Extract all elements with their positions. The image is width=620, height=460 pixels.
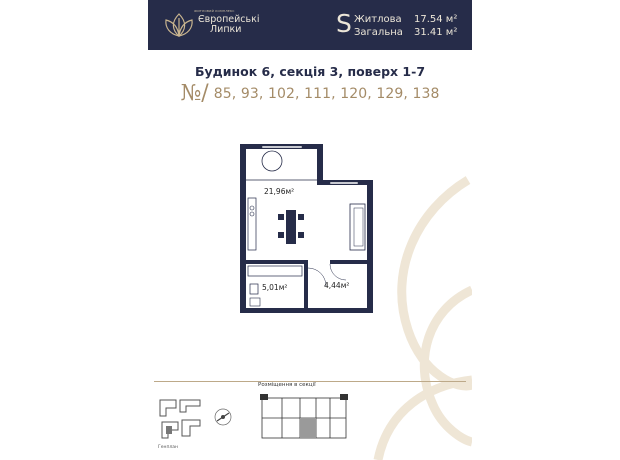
washbasin (250, 298, 260, 306)
toilet (250, 284, 258, 294)
apartment-floor-plan (230, 128, 470, 340)
compass-icon (210, 404, 236, 430)
section-location-label: Розміщення в секції (258, 382, 316, 388)
wall-bath-top (246, 260, 308, 264)
brand-line-1: Європейські (198, 14, 260, 25)
brand-line-2: Липки (210, 24, 242, 35)
floor-plan-sheet (148, 0, 472, 460)
wall-bath-right (304, 260, 308, 308)
wall-hall-top (330, 260, 367, 264)
section-mini-plan (260, 392, 348, 444)
total-area-value: 31.41 м² (414, 27, 458, 38)
header-bar (148, 0, 472, 50)
bathroom-area: 5,01м² (262, 283, 288, 292)
dining-table (286, 210, 296, 244)
apartment-number-list: 85, 93, 102, 111, 120, 129, 138 (213, 86, 440, 102)
bathtub (248, 266, 302, 276)
main-room-area: 21,96м² (264, 187, 295, 196)
wall-right (367, 180, 373, 312)
hall-area: 4,44м² (324, 281, 350, 290)
living-area-row (354, 14, 458, 25)
brand-tagline: ЖИТЛОВИЙ КОМПЛЕКС (194, 9, 235, 13)
living-area-value: 17.54 м² (414, 14, 458, 25)
wall-left (240, 144, 246, 312)
living-area-label: Житлова (354, 14, 402, 25)
total-area-label: Загальна (354, 27, 403, 38)
apartment-numbers (148, 81, 472, 106)
area-symbol: S (336, 9, 352, 38)
wall-balcony-right (317, 144, 323, 182)
genplan-map (156, 396, 206, 446)
brand-name (198, 15, 260, 35)
highlighted-apartment (300, 418, 316, 438)
number-prefix: №/ (180, 81, 209, 106)
wall-bottom (240, 308, 373, 313)
total-area-row (354, 27, 458, 38)
genplan-label: Генплан (158, 445, 178, 450)
linden-leaf-logo-icon (162, 6, 196, 40)
building-section-title: Будинок 6, секція 3, поверх 1-7 (194, 64, 426, 79)
balcony-table-icon (262, 151, 282, 171)
